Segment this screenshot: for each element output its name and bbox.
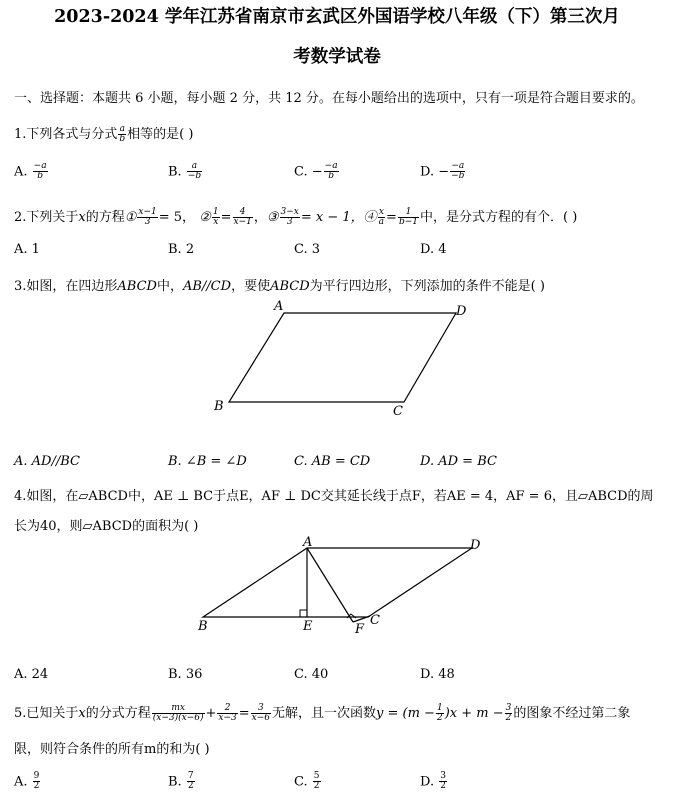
q3-label-b: B — [214, 399, 224, 414]
q5-option-b[interactable]: B. $\frac{7}{2}$ — [168, 771, 194, 792]
q4-label-b: B — [198, 619, 208, 634]
q2-option-b[interactable]: B. 2 — [168, 242, 195, 257]
q2-option-d[interactable]: D. 4 — [420, 242, 447, 257]
q4-stem-line1: 4.如图，在▱ABCD中，AE ⊥ BC于点E，AF ⊥ DC交其延长线于点F，若AE = 4，AF = 6，且▱ABCD的周 — [14, 489, 654, 504]
q4-parallelogram-figure — [190, 534, 490, 638]
q3-label-d: D — [456, 304, 467, 319]
q3-parallelogram-figure — [200, 296, 480, 420]
q1-option-c[interactable]: C. − $\frac{-a}{b}$ — [294, 161, 338, 182]
q4-option-d[interactable]: D. 48 — [420, 667, 455, 682]
q4-label-e: E — [303, 619, 313, 634]
q4-label-c: C — [370, 613, 380, 628]
q1-option-d[interactable]: D. − $\frac{-a}{-b}$ — [420, 161, 465, 182]
q3-label-a: A — [274, 299, 284, 314]
q1-fraction: $\frac{a}{b}$ — [119, 123, 126, 144]
q4-label-d: D — [470, 538, 481, 553]
q3-label-c: C — [393, 404, 403, 419]
section-header: 一、选择题：本题共 6 小题，每小题 2 分，共 12 分。在每小题给出的选项中，只有一项是符合题目要求的。 — [14, 91, 644, 106]
q1-option-b[interactable]: B. $\frac{a}{-b}$ — [168, 161, 202, 182]
q5-stem-line2: 限，则符合条件的所有m的和为( ) — [14, 742, 210, 757]
q3-option-c[interactable]: C. AB = CD — [294, 454, 371, 469]
paper-title-line2: 考数学试卷 — [293, 47, 381, 67]
q4-stem-line2: 长为40，则▱ABCD的面积为( ) — [14, 519, 199, 534]
q1-option-a[interactable]: A. $\frac{-a}{b}$ — [14, 161, 47, 182]
q5-stem-line1: 5.已知关于x的分式方程 $\frac{mx}{(x-3)(x-6)}$ + $\frac{2}{x-3}$ = $\frac{3}{x-6}$ 无解，且一次函数y = (m − $\frac{1}{2}$ )x + m − $\frac{3}{2}$ 的图象不经过第二象 — [14, 702, 631, 723]
q3-option-b[interactable]: B. ∠B = ∠D — [168, 454, 247, 469]
q2-option-a[interactable]: A. 1 — [14, 242, 40, 257]
q4-label-f: F — [355, 622, 365, 637]
q5-option-a[interactable]: A. $\frac{9}{2}$ — [14, 771, 40, 792]
q5-option-c[interactable]: C. $\frac{5}{2}$ — [294, 771, 320, 792]
q5-option-d[interactable]: D. $\frac{3}{2}$ — [420, 771, 446, 792]
q2-stem: 2.下列关于x的方程① $\frac{x-1}{3}$ = 5， ② $\frac{1}{x}$ = $\frac{4}{x-1}$ ，③ $\frac{3-x}{3}$ = x − 1，④ $\frac{x}{a}$ = $\frac{1}{b-1}$ 中，是分式方程的有个．( ) — [14, 206, 578, 227]
paper-title-line1: 2023-2024 学年江苏省南京市玄武区外国语学校八年级（下）第三次月 — [54, 7, 620, 27]
q4-option-c[interactable]: C. 40 — [294, 667, 329, 682]
q3-option-d[interactable]: D. AD = BC — [420, 454, 497, 469]
q2-option-c[interactable]: C. 3 — [294, 242, 321, 257]
q4-option-a[interactable]: A. 24 — [14, 667, 49, 682]
q3-option-a[interactable]: A. AD//BC — [14, 454, 80, 469]
q4-label-a: A — [303, 535, 313, 550]
q1-stem: 1.下列各式与分式 $\frac{a}{b}$ 相等的是( ) — [14, 123, 194, 144]
q3-stem: 3.如图，在四边形ABCD中，AB//CD，要使ABCD为平行四边形，下列添加的条件不能是( ) — [14, 279, 545, 294]
q4-option-b[interactable]: B. 36 — [168, 667, 203, 682]
